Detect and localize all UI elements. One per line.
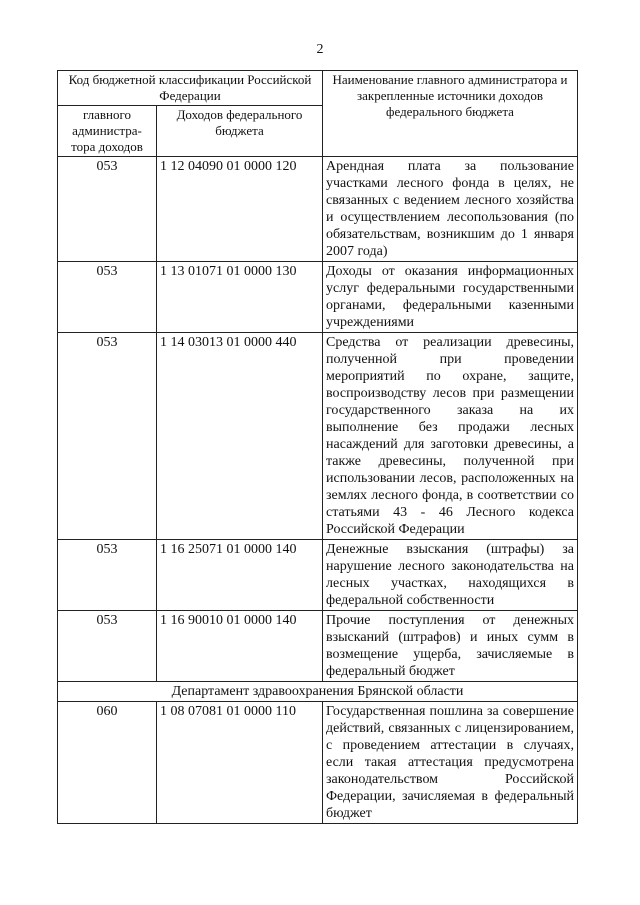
table-row [58,540,578,611]
admin-code-cell: 053 [58,611,157,682]
table-row [58,333,578,540]
header-revenue-code: Доходов федерального бюджета [157,106,323,157]
admin-code-cell: 060 [58,702,157,824]
header-administrator-name: Наименование главного администратора и закрепленные источники доходов федерального бюджета [323,71,578,157]
table-row [58,611,578,682]
header-administrator-code: главного администра-тора доходов [58,106,157,157]
department-title: Департамент здравоохранения Брянской области [58,682,578,702]
admin-code-cell: 053 [58,333,157,540]
section-header-row [58,682,578,702]
revenue-code-cell: 1 13 01071 01 0000 130 [157,262,323,333]
revenue-name-cell: Доходы от оказания информационных услуг федеральными государственными органами, федеральными казенными учреждениями [323,262,578,333]
table-row [58,262,578,333]
revenue-code-cell: 1 16 90010 01 0000 140 [157,611,323,682]
admin-code-cell: 053 [58,157,157,262]
revenue-code-cell: 1 16 25071 01 0000 140 [157,540,323,611]
revenue-name-cell: Средства от реализации древесины, полученной при проведении мероприятий по охране, защите, воспроизводству лесов при размещении государственного заказа на их выполнение без продажи лесных насаждений для заготовки древесины, а также древесины, полученной при использовании лесов, расположенных на землях лесного фонда, в соответствии со статьями 43 - 46 Лесного кодекса Российской Федерации [323,333,578,540]
revenue-code-cell: 1 12 04090 01 0000 120 [157,157,323,262]
budget-classification-table [57,70,578,824]
revenue-code-cell: 1 14 03013 01 0000 440 [157,333,323,540]
revenue-name-cell: Прочие поступления от денежных взысканий (штрафов) и иных сумм в возмещение ущерба, зачисляемые в федеральный бюджет [323,611,578,682]
revenue-code-cell: 1 08 07081 01 0000 110 [157,702,323,824]
page-number: 2 [316,42,324,57]
header-classification: Код бюджетной классификации Российской Федерации [58,71,323,106]
header-row-top [58,71,578,106]
revenue-name-cell: Государственная пошлина за совершение действий, связанных с лицензированием, с проведением аттестации в случаях, если такая аттестация предусмотрена законодательством Российской Федерации, зачисляемая в федеральный бюджет [323,702,578,824]
table-row [58,702,578,824]
table-row [58,157,578,262]
admin-code-cell: 053 [58,540,157,611]
revenue-name-cell: Денежные взыскания (штрафы) за нарушение лесного законодательства на лесных участках, находящихся в федеральной собственности [323,540,578,611]
admin-code-cell: 053 [58,262,157,333]
revenue-name-cell: Арендная плата за пользование участками лесного фонда в целях, не связанных с ведением лесного хозяйства и осуществлением лесопользования (по обязательствам, возникшим до 1 января 2007 года) [323,157,578,262]
